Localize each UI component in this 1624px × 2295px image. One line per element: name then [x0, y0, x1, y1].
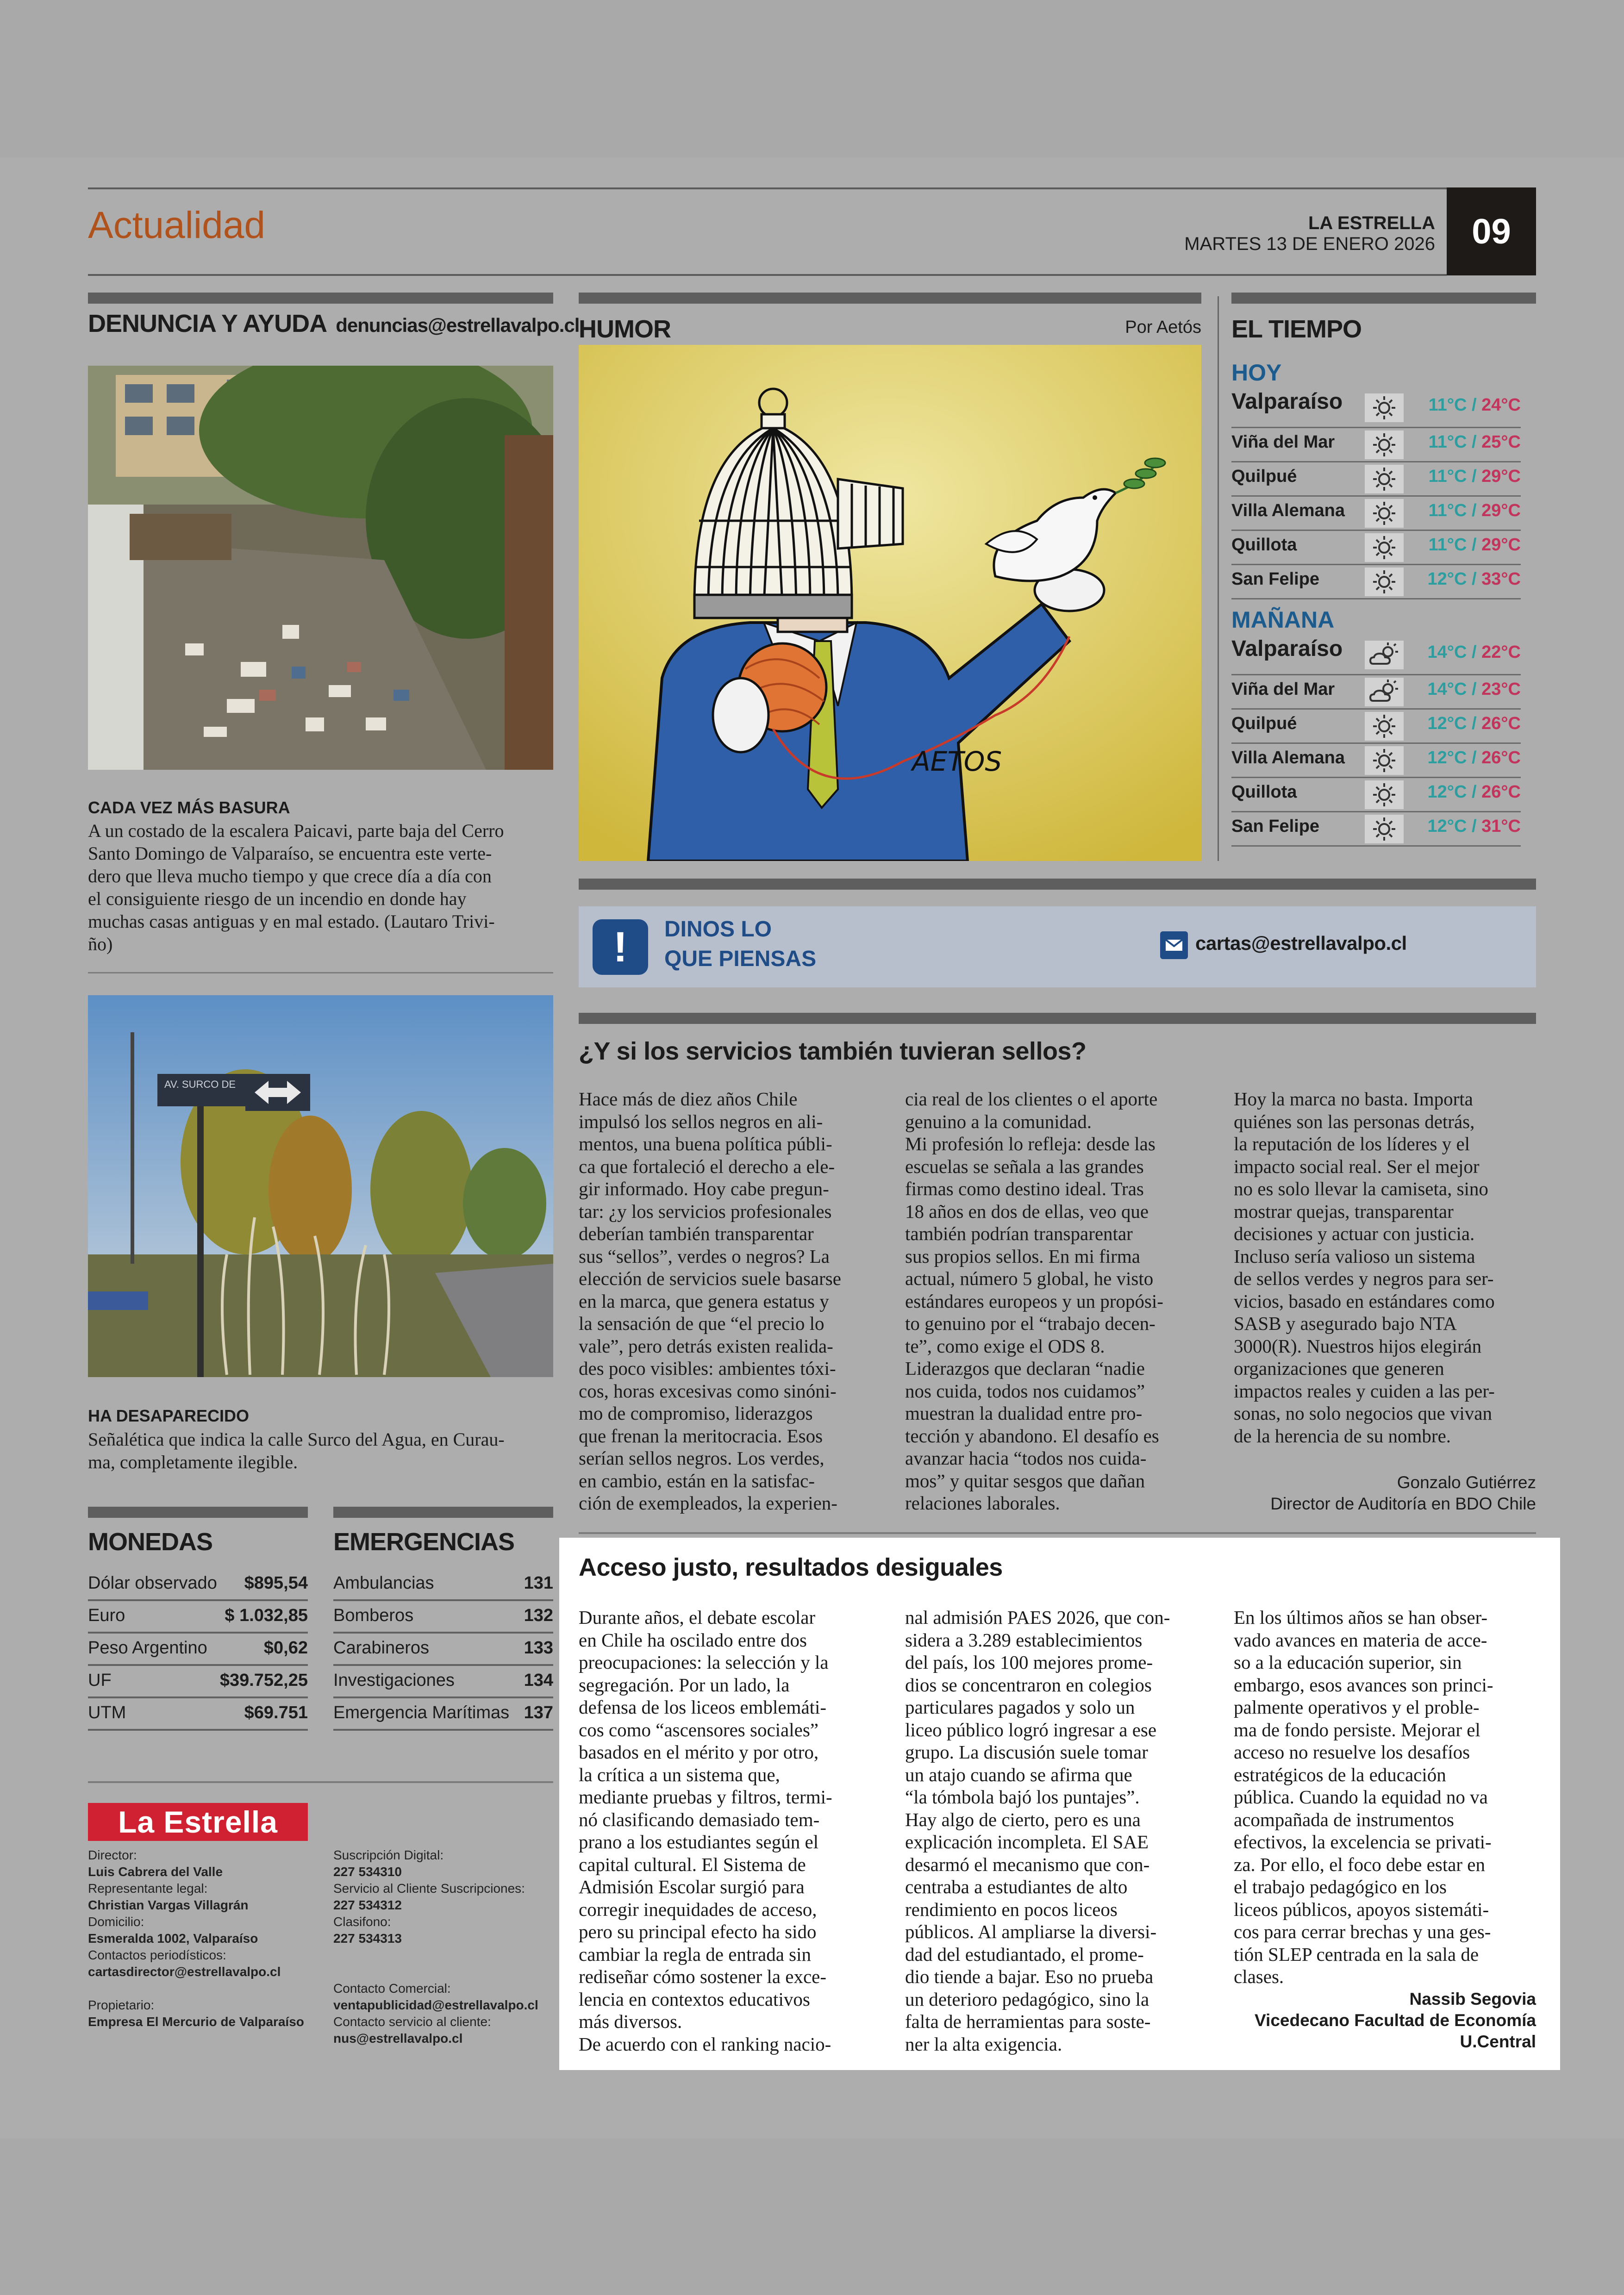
weather-today-label: HOY: [1231, 360, 1282, 386]
temp-low: 11°C: [1428, 535, 1467, 555]
weather-divider: [1218, 296, 1219, 861]
article2-role2: U.Central: [1460, 2032, 1536, 2051]
weather-row: [1231, 388, 1521, 428]
article1-col2: cia real de los clientes o el aporte genuino a la comunidad. Mi profesión lo refleja: desde las escuelas se señala a las grandes firmas como destino ideal. Tras 18 años en dos de ellas, veo que también podrían transparentar sus propios sellos. En mi firma actual, número 5 global, he visto estándares europeos y un propósi- to genuino por el “trabajo decen- te”, como exige el ODS 8. Liderazgos que declaran “nadie nos cuida, todos nos cuidamos” muestran la dualidad entre pro- tección y abandono. El desafío es avanzar hacia “todos nos cuida- mos” y quitar sesgos que dañan relaciones laborales.: [905, 1088, 1163, 1514]
imprint-label: Suscripción Digital:: [333, 1848, 444, 1862]
imprint-commercial[interactable]: ventapublicidad@estrellavalpo.cl: [333, 1998, 538, 2012]
imprint-label: Contacto Comercial:: [333, 1981, 451, 1996]
temp-low: 12°C: [1427, 817, 1467, 836]
weather-row: [1231, 635, 1521, 675]
emergencias-label: Carabineros: [333, 1638, 429, 1658]
emergencias-row: [333, 1696, 553, 1731]
paper-date: MARTES 13 DE ENERO 2026: [1184, 234, 1435, 254]
photo2-caption-title: HA DESAPARECIDO: [88, 1406, 250, 1425]
denuncia-top-rule: [88, 293, 553, 304]
caption-line: dero que lleva mucho tiempo y que crece día a día con: [88, 866, 492, 886]
paper-name: LA ESTRELLA: [1308, 213, 1435, 233]
denuncia-header: [88, 309, 580, 338]
weather-temp: 12°C / 26°C: [1427, 714, 1521, 733]
humor-cartoon: [579, 345, 1201, 861]
weather-row: [1231, 531, 1521, 565]
temp-high: 22°C: [1481, 642, 1521, 662]
weather-city: Villa Alemana: [1231, 748, 1345, 767]
weather-tomorrow-label: MAÑANA: [1231, 607, 1335, 633]
article2-title: Acceso justo, resultados desiguales: [579, 1553, 1003, 1581]
emergencias-value: 137: [524, 1703, 553, 1722]
weather-temp: 11°C / 25°C: [1428, 432, 1521, 452]
emergencias-value: 134: [524, 1671, 553, 1690]
weather-city: San Felipe: [1231, 817, 1320, 836]
monedas-label: UF: [88, 1671, 112, 1690]
emergencias-title: EMERGENCIAS: [333, 1528, 515, 1556]
monedas-label: Peso Argentino: [88, 1638, 207, 1658]
weather-city: San Felipe: [1231, 569, 1320, 589]
monedas-value: $39.752,25: [219, 1671, 308, 1690]
weather-row: [1231, 710, 1521, 744]
temp-low: 14°C: [1427, 642, 1467, 662]
caption-line: Señalética que indica la calle Surco del Agua, en Curau-: [88, 1429, 505, 1450]
imprint-label: Clasifono:: [333, 1915, 391, 1929]
denuncia-divider: [88, 972, 553, 973]
emergencias-row: [333, 1567, 553, 1601]
dinos-email[interactable]: cartas@estrellavalpo.cl: [1195, 932, 1407, 954]
monedas-row: [88, 1599, 308, 1634]
monedas-row: [88, 1567, 308, 1601]
imprint-label: Representante legal:: [88, 1881, 208, 1896]
imprint-label: Domicilio:: [88, 1915, 144, 1929]
humor-title: HUMOR: [579, 315, 671, 343]
street-sign-text: AV. SURCO DE: [164, 1079, 236, 1090]
weather-city: Viña del Mar: [1231, 432, 1335, 452]
weather-temp: 14°C / 23°C: [1427, 680, 1521, 699]
weather-row: [1231, 744, 1521, 778]
weather-temp: 11°C / 24°C: [1428, 395, 1521, 415]
logo-text: La Estrella: [118, 1805, 278, 1839]
temp-low: 12°C: [1427, 782, 1467, 802]
section-title: Actualidad: [88, 204, 265, 246]
article2-role1: Vicedecano Facultad de Economía: [1255, 2011, 1536, 2030]
caption-line: A un costado de la escalera Paicavi, parte baja del Cerro: [88, 820, 504, 841]
weather-city: Valparaíso: [1231, 389, 1343, 414]
emergencias-label: Investigaciones: [333, 1671, 455, 1690]
article2-col2: nal admisión PAES 2026, que con- sidera a 3.289 establecimientos del país, los 100 mejores prome- dios se concentraron en colegios particulares pagados y solo un liceo público logró ingresar a ese grupo. La discusión suele tomar un atajo cuando se afirma que “la tómbola bajó los puntajes”. Hay algo de cierto, pero es una explicación incompleta. El SAE desarmó el mecanismo que con- centraba a estudiantes de alto rendimiento en pocos liceos públicos. Al ampliarse la diversi- dad del estudiantado, el prome- dio tiende a bajar. Eso no prueba un deterioro pedagógico, sino la falta de herramientas para soste- ner la alta exigencia.: [905, 1607, 1170, 2055]
monedas-value: $ 1.032,85: [225, 1606, 308, 1625]
temp-low: 12°C: [1427, 714, 1467, 733]
caption-line: el consiguiente riesgo de un incendio en donde hay: [88, 888, 467, 909]
temp-high: 29°C: [1481, 535, 1521, 555]
article1-role: Director de Auditoría en BDO Chile: [1270, 1494, 1536, 1513]
denuncia-email[interactable]: denuncias@estrellavalpo.cl: [336, 314, 580, 336]
weather-city: Quillota: [1231, 782, 1297, 802]
weather-temp: 12°C / 33°C: [1427, 569, 1521, 589]
dinos-banner: [579, 906, 1536, 987]
weather-temp: 12°C / 26°C: [1427, 782, 1521, 802]
imprint-label: Servicio al Cliente Suscripciones:: [333, 1881, 525, 1896]
monedas-value: $895,54: [244, 1573, 308, 1593]
imprint-value: 227 534312: [333, 1898, 402, 1912]
weather-row: [1231, 497, 1521, 531]
temp-low: 11°C: [1428, 395, 1467, 415]
weather-city: Villa Alemana: [1231, 501, 1345, 520]
temp-low: 11°C: [1428, 432, 1467, 452]
weather-title: EL TIEMPO: [1231, 315, 1362, 343]
weather-temp: 11°C / 29°C: [1428, 501, 1521, 520]
temp-high: 25°C: [1481, 432, 1521, 452]
dinos-line1: DINOS LO: [664, 917, 772, 942]
temp-high: 23°C: [1481, 680, 1521, 699]
monedas-row: [88, 1696, 308, 1731]
caption-line: muchas casas antiguas y en mal estado. (Lautaro Trivi-: [88, 911, 495, 932]
garbage-photo: [88, 366, 553, 770]
humor-credit: Por Aetós: [1125, 318, 1201, 337]
weather-temp: 12°C / 26°C: [1427, 748, 1521, 767]
article1-top-rule: [579, 1013, 1536, 1024]
temp-low: 11°C: [1428, 467, 1467, 486]
weather-row: [1231, 566, 1521, 599]
imprint-value: 227 534313: [333, 1931, 402, 1946]
temp-low: 12°C: [1427, 748, 1467, 767]
weather-temp: 12°C / 31°C: [1427, 817, 1521, 836]
cartoon-image: [579, 345, 1201, 861]
temp-high: 33°C: [1481, 569, 1521, 589]
monedas-title: MONEDAS: [88, 1528, 213, 1556]
temp-high: 26°C: [1481, 714, 1521, 733]
sun-icon: [1365, 815, 1404, 843]
temp-low: 11°C: [1428, 501, 1467, 520]
la-estrella-logo: [88, 1803, 308, 1841]
weather-city: Quilpué: [1231, 714, 1297, 733]
imprint-value: Esmeralda 1002, Valparaíso: [88, 1931, 258, 1946]
article1-author: Gonzalo Gutiérrez: [1397, 1473, 1536, 1492]
caption-line: ño): [88, 934, 113, 954]
garbage-photo-image: [88, 366, 553, 770]
emergencias-label: Ambulancias: [333, 1573, 434, 1593]
photo1-caption-title: CADA VEZ MÁS BASURA: [88, 798, 290, 817]
article1-bottom-rule: [579, 1532, 1536, 1534]
imprint-label: Propietario:: [88, 1998, 155, 2012]
caption-line: Santo Domingo de Valparaíso, se encuentra este verte-: [88, 843, 492, 864]
header-top-rule: [88, 187, 1447, 189]
caption-line: ma, completamente ilegible.: [88, 1452, 298, 1472]
weather-temp: 14°C / 22°C: [1427, 642, 1521, 662]
weather-row: [1231, 676, 1521, 710]
imprint-left: [88, 1847, 319, 2030]
monedas-row: [88, 1664, 308, 1698]
article1-byline: [1185, 1472, 1536, 1515]
imprint-top-rule: [88, 1781, 553, 1783]
weather-row: [1231, 779, 1521, 812]
denuncia-title: DENUNCIA Y AYUDA: [88, 310, 327, 337]
sun-icon: [1365, 393, 1404, 422]
imprint-label: Contactos periodísticos:: [88, 1948, 226, 1962]
street-sign-photo: [88, 995, 553, 1377]
page-number: 09: [1447, 187, 1536, 275]
article1-col3: Hoy la marca no basta. Importa quiénes son las personas detrás, la reputación de los líderes y el impacto social real. Ser el mejor no es solo llevar la camiseta, sino mostrar quejas, transparentar decisiones y actuar con justicia. Incluso sería valioso un sistema de sellos verdes y negros para ser- vicios, basado en estándares como SASB y asegurado bajo NTA 3000(R). Nuestros hijos elegirán organizaciones que generen impactos reales y cuiden a las per- sonas, no solo negocios que vivan de la herencia de su nombre.: [1234, 1088, 1495, 1447]
article2-byline: [1185, 1989, 1536, 2052]
temp-low: 12°C: [1427, 569, 1467, 589]
emergencias-row: [333, 1632, 553, 1666]
monedas-top-rule: [88, 1507, 308, 1518]
sun-icon: [1365, 780, 1404, 809]
weather-temp: 11°C / 29°C: [1428, 467, 1521, 486]
sun-icon: [1365, 533, 1404, 562]
imprint-value[interactable]: cartasdirector@estrellavalpo.cl: [88, 1964, 281, 1979]
weather-temp: 11°C / 29°C: [1428, 535, 1521, 555]
header-bottom-rule: [88, 274, 1447, 276]
monedas-label: Dólar observado: [88, 1573, 217, 1593]
sun-icon: [1365, 465, 1404, 493]
street-sign-image: [88, 995, 553, 1377]
monedas-label: Euro: [88, 1606, 125, 1625]
imprint-value: Christian Vargas Villagrán: [88, 1898, 249, 1912]
temp-high: 29°C: [1481, 501, 1521, 520]
temp-high: 26°C: [1481, 782, 1521, 802]
dinos-top-rule: [579, 879, 1536, 890]
article1-title: ¿Y si los servicios también tuvieran sellos?: [579, 1037, 1087, 1065]
article2-col3: En los últimos años se han obser- vado avances en materia de acce- so a la educación superior, sin embargo, esos avances son princi- palmente operativos y el proble- ma de fondo persiste. Mejorar el acceso no resuelve los desafíos estratégicos de la educación pública. Cuando la equidad no va acompañada de instrumentos efectivos, la excelencia se privati- za. Por ello, el foco debe estar en el trabajo pedagógico en los liceos públicos, apoyos sistemáti- cos para cerrar brechas y una ges- tión SLEP centrada en la sala de clases.: [1234, 1607, 1493, 1987]
temp-low: 14°C: [1427, 680, 1467, 699]
temp-high: 26°C: [1481, 748, 1521, 767]
emergencias-row: [333, 1664, 553, 1698]
temp-high: 29°C: [1481, 467, 1521, 486]
temp-high: 31°C: [1481, 817, 1521, 836]
imprint-label: Director:: [88, 1848, 137, 1862]
temp-high: 24°C: [1481, 395, 1521, 415]
article2-col1: Durante años, el debate escolar en Chile ha oscilado entre dos preocupaciones: la selección y la segregación. Por un lado, la defensa de los liceos emblemáti- cos como “ascensores sociales” basados en el mérito y por otro, la crítica a un sistema que, mediante pruebas y filtros, termi- nó clasificando demasiado tem- prano a los estudiantes según el capital cultural. El Sistema de Admisión Escolar surgió para corregir inequidades de acceso, pero su principal efecto ha sido cambiar la regla de entrada sin rediseñar cómo sostener la exce- lencia en contextos educativos más diversos. De acuerdo con el ranking nacio-: [579, 1607, 832, 2055]
weather-row: [1231, 813, 1521, 847]
weather-top-rule: [1231, 293, 1536, 304]
emergencias-label: Bomberos: [333, 1606, 414, 1625]
sun-icon: [1365, 430, 1404, 459]
sun-icon: [1365, 746, 1404, 775]
weather-city: Quilpué: [1231, 467, 1297, 486]
monedas-row: [88, 1632, 308, 1666]
article2-author: Nassib Segovia: [1409, 1989, 1536, 2008]
imprint-value: Luis Cabrera del Valle: [88, 1865, 223, 1879]
emergencias-top-rule: [333, 1507, 553, 1518]
partly-cloudy-icon: [1365, 678, 1404, 706]
imprint-owner: Empresa El Mercurio de Valparaíso: [88, 2014, 304, 2029]
weather-city: Valparaíso: [1231, 636, 1343, 661]
sun-icon: [1365, 712, 1404, 741]
sun-icon: [1365, 568, 1404, 596]
sun-icon: [1365, 499, 1404, 528]
weather-row: [1231, 463, 1521, 497]
photo2-caption: [88, 1428, 560, 1473]
imprint-label: Contacto servicio al cliente:: [333, 2014, 491, 2029]
monedas-value: $0,62: [263, 1638, 308, 1658]
imprint-value: 227 534310: [333, 1865, 402, 1879]
monedas-value: $69.751: [244, 1703, 308, 1722]
emergencias-label: Emergencia Marítimas: [333, 1703, 510, 1722]
imprint-client[interactable]: nus@estrellavalpo.cl: [333, 2031, 463, 2046]
emergencias-value: 131: [524, 1573, 553, 1593]
dinos-line2: QUE PIENSAS: [664, 947, 817, 971]
weather-row: [1231, 429, 1521, 462]
monedas-label: UTM: [88, 1703, 126, 1722]
cartoon-signature: AETOS: [912, 746, 1002, 777]
exclamation-icon: !: [593, 919, 648, 975]
weather-city: Quillota: [1231, 535, 1297, 555]
partly-cloudy-icon: [1365, 641, 1404, 669]
emergencias-row: [333, 1599, 553, 1634]
emergencias-value: 133: [524, 1638, 553, 1658]
photo1-caption: [88, 819, 560, 955]
article1-col1: Hace más de diez años Chile impulsó los sellos negros en ali- mentos, una buena política públi- ca que fortaleció el derecho a ele- gir informado. Hoy cabe pregun- tar: ¿y los servicios profesionales deberían también transparentar sus “sellos”, verdes o negros? La elección de servicios suele basarse en la marca, que genera estatus y la sensación de que “el precio lo vale”, pero detrás existen realida- des poco visibles: ambientes tóxi- cos, horas excesivas como sinóni- mo de compromiso, liderazgos que frenan la meritocracia. Esos serían sellos negros. Los verdes, en cambio, están en la satisfac- ción de exempleados, la experien-: [579, 1088, 841, 1514]
mail-icon: [1160, 931, 1188, 959]
humor-top-rule: [579, 293, 1201, 304]
imprint-right: [333, 1847, 556, 2047]
emergencias-value: 132: [524, 1606, 553, 1625]
weather-city: Viña del Mar: [1231, 680, 1335, 699]
